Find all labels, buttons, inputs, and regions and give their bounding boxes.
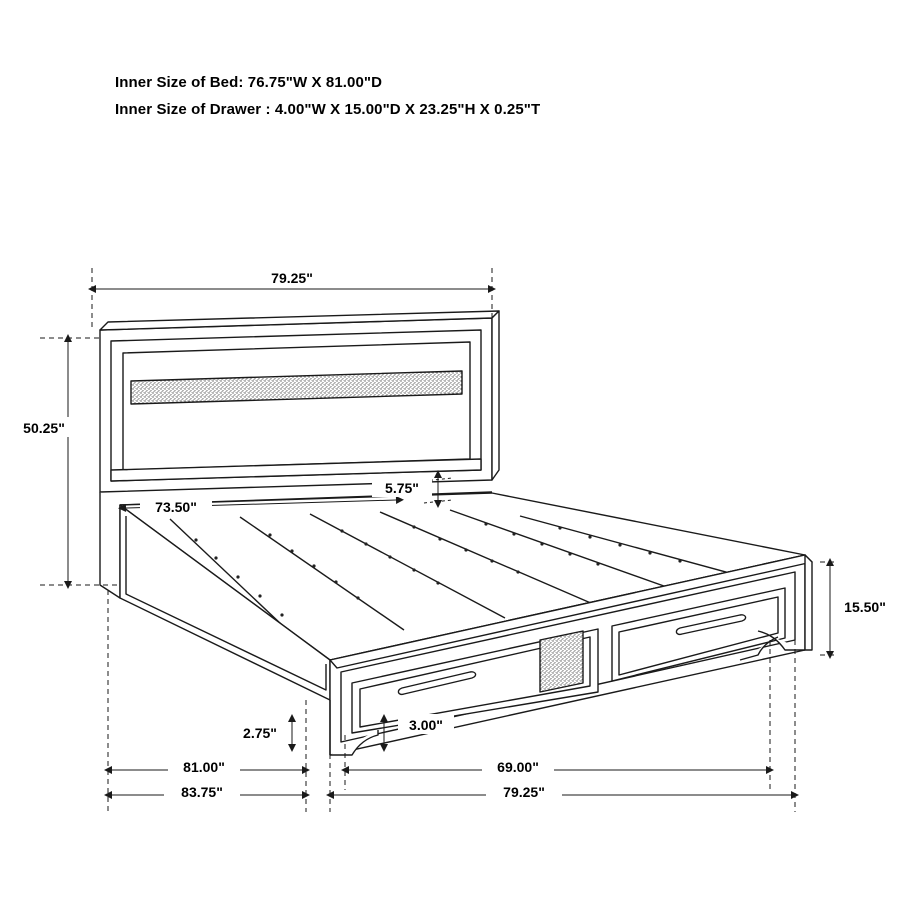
dim-headboard-height: 50.25" [23,420,65,436]
dim-foot-leg-clearance: 2.75" [243,725,277,741]
dim-headboard-panel-width: 73.50" [155,499,197,515]
dim-side-rail-length: 81.00" [183,759,225,775]
inner-size-drawer-note: Inner Size of Drawer : 4.00"W X 15.00"D X 23.25"H X 0.25"T [115,101,541,118]
dim-drawer-front-width: 69.00" [497,759,539,775]
dim-footboard-height: 15.50" [844,599,886,615]
dim-headboard-width: 79.25" [271,270,313,286]
dim-footboard-width: 79.25" [503,784,545,800]
dim-overall-depth: 83.75" [181,784,223,800]
inner-size-bed-note: Inner Size of Bed: 76.75"W X 81.00"D [115,74,383,91]
dim-drawer-leg-height: 3.00" [409,717,443,733]
dim-headboard-rail-gap: 5.75" [385,480,419,496]
